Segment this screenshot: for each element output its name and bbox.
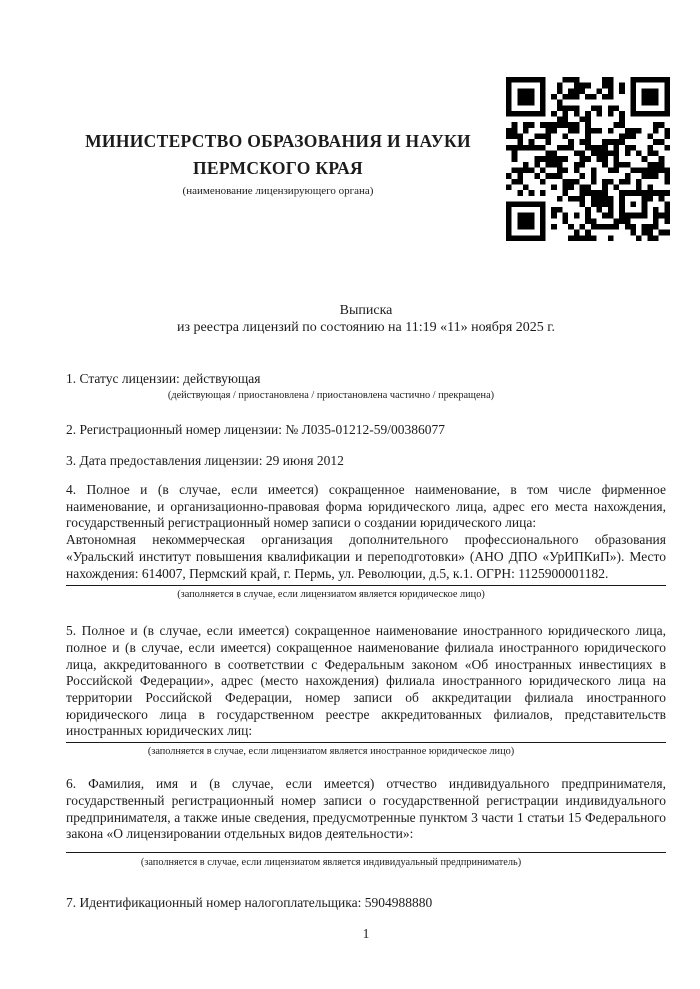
foreign-entity-underline [66, 742, 666, 743]
legal-entity-underline [66, 585, 666, 586]
page-number: 1 [362, 925, 370, 941]
ministry-header [66, 128, 490, 198]
item-2-registration-number [66, 421, 666, 438]
entrepreneur-underline [66, 852, 666, 853]
license-status-options-caption: (действующая / приостановлена / приостановлена частично / прекращена) [167, 390, 495, 401]
licensing-authority-caption: (наименование лицензирующего органа) [182, 185, 374, 197]
item-5-foreign-entity [66, 623, 666, 758]
entrepreneur-question: 6. Фамилия, имя и (в случае, если имеется) отчество индивидуального предпринимателя, государственный регистрационный номер записи о государственной регистрации индивидуального предпринимателя, а также иные сведения, предусмотренные пунктом 3 части 1 статьи 15 Федерального закона «О лицензировании отдельных видов деятельности»: [66, 776, 666, 842]
foreign-entity-question: 5. Полное и (в случае, если имеется) сокращенное наименование иностранного юридического лица, полное и (в случае, если имеется) сокращенное наименование филиала иностранного юридического лица, аккредитованного в соответствии с Федеральным законом «Об иностранных инвестициях в Российской Федерации», адрес (место нахождения) филиала иностранного юридического лица на территории Российской Федерации, номер записи об аккредитации филиала иностранного юридического лица в государственном реестре аккредитованных филиалов, представительств иностранных юридических лиц: [66, 623, 666, 739]
legal-entity-answer: Автономная некоммерческая организация дополнительного профессионального образования «Уральский институт повышения квалификации и переподготовки» (АНО ДПО «УрИПКиП»). Место нахождения: 614007, Пермский край, г. Пермь, ул. Революции, д.5, к.1. ОГРН: 1125900001182. [66, 532, 666, 581]
registration-number-text: 2. Регистрационный номер лицензии: № Л035-01212-59/00386077 [66, 422, 446, 437]
entrepreneur-caption: (заполняется в случае, если лицензиатом является индивидуальный предприниматель) [140, 856, 522, 868]
license-status-text: 1. Статус лицензии: действующая [66, 371, 261, 386]
item-6-individual-entrepreneur [66, 776, 666, 869]
document-subtitle: из реестра лицензий по состоянию на 11:19 «11» ноября 2025 г. [177, 320, 555, 335]
document-title: Выписка [339, 303, 393, 318]
foreign-entity-caption: (заполняется в случае, если лицензиатом является иностранное юридическое лицо) [147, 746, 515, 758]
legal-entity-question: 4. Полное и (в случае, если имеется) сокращенное наименование, в том числе фирменное наименование, и организационно-правовая форма юридического лица, адрес его места нахождения, государственный регистрационный номер записи о создании юридического лица: [66, 482, 666, 531]
item-4-legal-entity [66, 482, 666, 601]
document-header [66, 0, 666, 240]
grant-date-text: 3. Дата предоставления лицензии: 29 июня 2012 [66, 453, 344, 468]
item-7-taxpayer-number [66, 894, 666, 911]
document-title-block [66, 302, 666, 336]
ministry-name-line2: ПЕРМСКОГО КРАЯ [193, 158, 363, 178]
legal-entity-caption: (заполняется в случае, если лицензиатом является юридическое лицо) [177, 589, 485, 601]
item-3-grant-date [66, 452, 666, 469]
taxpayer-number-text: 7. Идентификационный номер налогоплательщика: 5904988880 [66, 894, 433, 910]
qr-code [506, 77, 670, 241]
ministry-name-line1: МИНИСТЕРСТВО ОБРАЗОВАНИЯ И НАУКИ [85, 131, 471, 151]
item-1-license-status [66, 370, 666, 402]
